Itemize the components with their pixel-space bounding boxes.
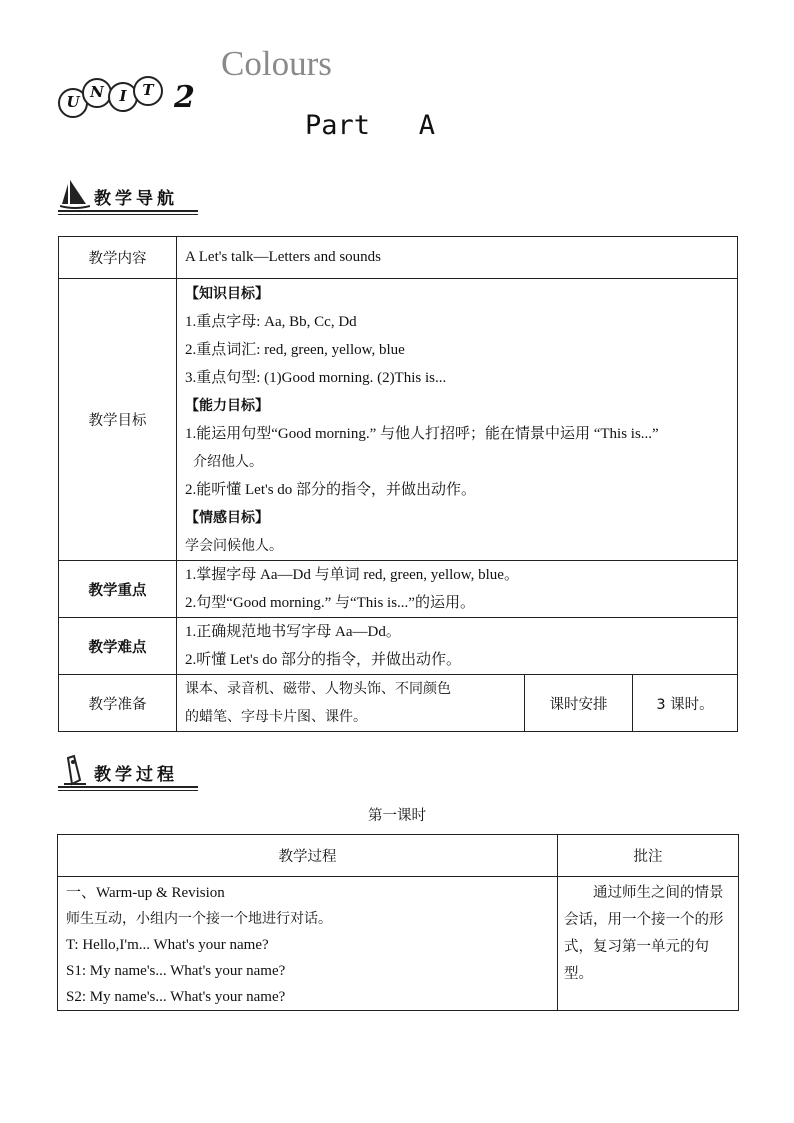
- ability-heading: 【能力目标】: [185, 397, 269, 414]
- guide-section-title-text: 教学导航: [94, 189, 178, 209]
- notes-column-header: 批注: [558, 835, 739, 877]
- guide-section-title: [94, 184, 178, 209]
- key-point-item: 1.掌握字母 Aa—Dd 与单词 red, green, yellow, blue。: [185, 567, 519, 583]
- overview-table: [58, 236, 738, 732]
- goals-content: [177, 279, 738, 561]
- key-points-label: 教学重点: [59, 561, 177, 618]
- process-section-title: [94, 760, 178, 785]
- key-points-row: [59, 561, 738, 618]
- unit-letter-n: N: [82, 78, 112, 108]
- knowledge-item: 3.重点句型: (1)Good morning. (2)This is...: [185, 369, 447, 386]
- sailboat-icon: [60, 178, 90, 210]
- step-line: T: Hello,I'm... What's your name?: [66, 937, 269, 953]
- prep-row: [59, 675, 738, 732]
- prep-content: [177, 675, 525, 732]
- knowledge-item: 2.重点词汇: red, green, yellow, blue: [185, 341, 405, 358]
- prep-line: 的蜡笔、字母卡片图、课件。: [185, 709, 367, 725]
- prep-label: 教学准备: [59, 675, 177, 732]
- emotion-item: 学会问候他人。: [185, 537, 283, 554]
- schedule-label: 课时安排: [525, 675, 633, 732]
- unit-title: Colours: [221, 44, 332, 83]
- difficulty-item: 2.听懂 Let's do 部分的指令，并做出动作。: [185, 652, 462, 668]
- step-line: S2: My name's... What's your name?: [66, 989, 286, 1005]
- unit-number: 2: [174, 80, 195, 115]
- goals-label: 教学目标: [59, 279, 177, 561]
- process-section-title-text: 教学过程: [94, 765, 178, 785]
- step-line: S1: My name's... What's your name?: [66, 963, 286, 979]
- ability-item: 1.能运用句型“Good morning.” 与他人打招呼；能在情景中运用 “This is...”: [185, 425, 659, 442]
- knowledge-heading: 【知识目标】: [185, 285, 269, 302]
- part-title: Part A: [305, 110, 436, 141]
- unit-letter-t: T: [133, 76, 163, 106]
- lesson-title: 第一课时: [368, 808, 426, 824]
- process-step-row: [58, 877, 739, 1011]
- prep-line: 课本、录音机、磁带、人物头饰、不同颜色: [185, 681, 451, 697]
- key-point-item: 2.句型“Good morning.” 与“This is...”的运用。: [185, 595, 475, 611]
- step-line: 师生互动，小组内一个接一个地进行对话。: [66, 911, 332, 927]
- pencil-figure-icon: [60, 754, 90, 786]
- ability-item: 2.能听懂 Let's do 部分的指令，并做出动作。: [185, 481, 477, 498]
- process-header-row: [58, 835, 739, 877]
- ability-item-continued: 介绍他人。: [193, 453, 263, 470]
- guide-section-header: [58, 178, 198, 214]
- difficulties-row: [59, 618, 738, 675]
- unit-letter-i: I: [108, 82, 138, 112]
- step-line: 一、Warm-up & Revision: [66, 885, 225, 901]
- schedule-value: 3 课时。: [633, 675, 738, 732]
- difficulties-label: 教学难点: [59, 618, 177, 675]
- content-value: A Let's talk—Letters and sounds: [177, 237, 738, 279]
- unit-logo: [58, 74, 198, 120]
- process-section-header: [58, 754, 198, 790]
- key-points-content: [177, 561, 738, 618]
- content-label: 教学内容: [59, 237, 177, 279]
- process-steps: [58, 877, 558, 1011]
- goals-row: [59, 279, 738, 561]
- process-table: [57, 834, 739, 1011]
- unit-letter-u: U: [58, 88, 88, 118]
- note-cell: [558, 877, 739, 1011]
- content-row: [59, 237, 738, 279]
- note-text: 通过师生之间的情景会话，用一个接一个的形式，复习第一单元的句型。: [564, 885, 724, 982]
- difficulty-item: 1.正确规范地书写字母 Aa—Dd。: [185, 624, 401, 640]
- difficulties-content: [177, 618, 738, 675]
- emotion-heading: 【情感目标】: [185, 509, 269, 526]
- knowledge-item: 1.重点字母: Aa, Bb, Cc, Dd: [185, 313, 357, 330]
- process-column-header: 教学过程: [58, 835, 558, 877]
